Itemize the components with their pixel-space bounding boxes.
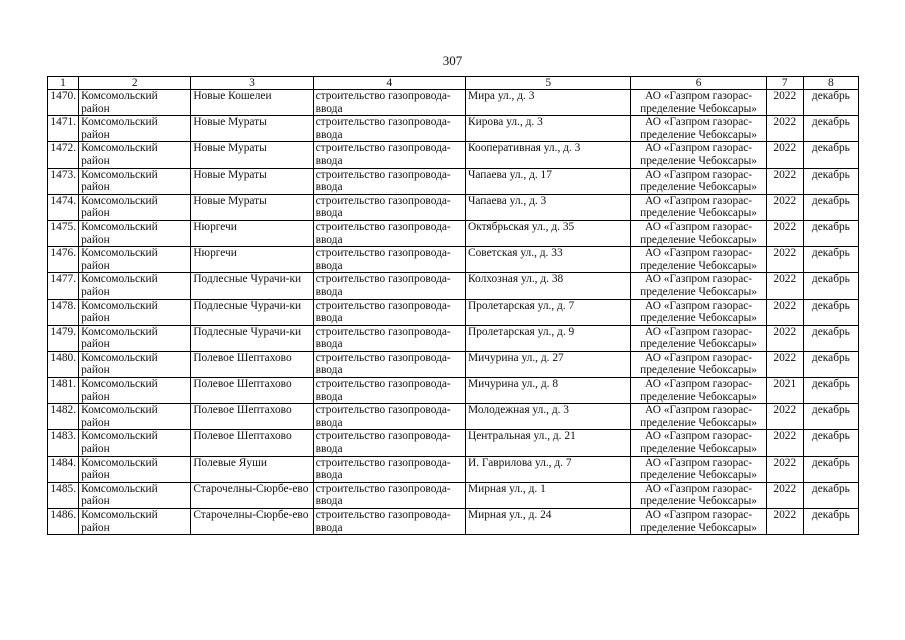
organization-cell: АО «Газпром газорас-пределение Чебоксары» xyxy=(631,90,766,116)
address-cell: Мичурина ул., д. 8 xyxy=(466,378,631,404)
year-cell: 2022 xyxy=(766,273,803,299)
address-cell: Центральная ул., д. 21 xyxy=(466,430,631,456)
row-number: 1486. xyxy=(48,509,79,535)
district-cell: Комсомольский район xyxy=(79,430,191,456)
column-header: 1 xyxy=(48,77,79,90)
work-type-cell: строительство газопровода-ввода xyxy=(313,509,465,535)
year-cell: 2022 xyxy=(766,247,803,273)
organization-cell: АО «Газпром газорас-пределение Чебоксары» xyxy=(631,378,766,404)
organization-cell: АО «Газпром газорас-пределение Чебоксары» xyxy=(631,456,766,482)
year-cell: 2021 xyxy=(766,378,803,404)
district-cell: Комсомольский район xyxy=(79,509,191,535)
row-number: 1474. xyxy=(48,194,79,220)
month-cell: декабрь xyxy=(803,220,858,246)
table-row xyxy=(48,378,859,404)
settlement-cell: Старочелны-Сюрбе-ево xyxy=(191,509,313,535)
address-cell: Советская ул., д. 33 xyxy=(466,247,631,273)
district-cell: Комсомольский район xyxy=(79,299,191,325)
column-header: 2 xyxy=(79,77,191,90)
table-row xyxy=(48,220,859,246)
row-number: 1481. xyxy=(48,378,79,404)
table-row xyxy=(48,194,859,220)
work-type-cell: строительство газопровода-ввода xyxy=(313,430,465,456)
year-cell: 2022 xyxy=(766,142,803,168)
row-number: 1484. xyxy=(48,456,79,482)
month-cell: декабрь xyxy=(803,378,858,404)
year-cell: 2022 xyxy=(766,404,803,430)
month-cell: декабрь xyxy=(803,299,858,325)
table-row xyxy=(48,325,859,351)
row-number: 1478. xyxy=(48,299,79,325)
table-row xyxy=(48,247,859,273)
column-header: 3 xyxy=(191,77,313,90)
address-cell: Кирова ул., д. 3 xyxy=(466,116,631,142)
table-row xyxy=(48,509,859,535)
settlement-cell: Нюргечи xyxy=(191,247,313,273)
organization-cell: АО «Газпром газорас-пределение Чебоксары» xyxy=(631,116,766,142)
table-row xyxy=(48,456,859,482)
settlement-cell: Полевое Шептахово xyxy=(191,378,313,404)
address-cell: Чапаева ул., д. 17 xyxy=(466,168,631,194)
table-row xyxy=(48,90,859,116)
year-cell: 2022 xyxy=(766,90,803,116)
month-cell: декабрь xyxy=(803,90,858,116)
district-cell: Комсомольский район xyxy=(79,220,191,246)
organization-cell: АО «Газпром газорас-пределение Чебоксары» xyxy=(631,482,766,508)
work-type-cell: строительство газопровода-ввода xyxy=(313,404,465,430)
settlement-cell: Подлесные Чурачи-ки xyxy=(191,325,313,351)
year-cell: 2022 xyxy=(766,456,803,482)
row-number: 1479. xyxy=(48,325,79,351)
work-type-cell: строительство газопровода-ввода xyxy=(313,378,465,404)
row-number: 1483. xyxy=(48,430,79,456)
organization-cell: АО «Газпром газорас-пределение Чебоксары» xyxy=(631,509,766,535)
work-type-cell: строительство газопровода-ввода xyxy=(313,456,465,482)
address-cell: Мирная ул., д. 24 xyxy=(466,509,631,535)
table-row xyxy=(48,273,859,299)
district-cell: Комсомольский район xyxy=(79,90,191,116)
settlement-cell: Полевое Шептахово xyxy=(191,430,313,456)
address-cell: Кооперативная ул., д. 3 xyxy=(466,142,631,168)
address-cell: Колхозная ул., д. 38 xyxy=(466,273,631,299)
row-number: 1477. xyxy=(48,273,79,299)
month-cell: декабрь xyxy=(803,430,858,456)
district-cell: Комсомольский район xyxy=(79,194,191,220)
settlement-cell: Полевые Яуши xyxy=(191,456,313,482)
settlement-cell: Новые Мураты xyxy=(191,116,313,142)
settlement-cell: Подлесные Чурачи-ки xyxy=(191,273,313,299)
organization-cell: АО «Газпром газорас-пределение Чебоксары» xyxy=(631,220,766,246)
organization-cell: АО «Газпром газорас-пределение Чебоксары» xyxy=(631,142,766,168)
organization-cell: АО «Газпром газорас-пределение Чебоксары» xyxy=(631,247,766,273)
work-type-cell: строительство газопровода-ввода xyxy=(313,351,465,377)
column-header: 6 xyxy=(631,77,766,90)
settlement-cell: Новые Мураты xyxy=(191,142,313,168)
year-cell: 2022 xyxy=(766,194,803,220)
work-type-cell: строительство газопровода-ввода xyxy=(313,90,465,116)
row-number: 1485. xyxy=(48,482,79,508)
row-number: 1475. xyxy=(48,220,79,246)
column-header: 5 xyxy=(466,77,631,90)
district-cell: Комсомольский район xyxy=(79,325,191,351)
month-cell: декабрь xyxy=(803,351,858,377)
month-cell: декабрь xyxy=(803,482,858,508)
work-type-cell: строительство газопровода-ввода xyxy=(313,299,465,325)
district-cell: Комсомольский район xyxy=(79,404,191,430)
address-cell: Чапаева ул., д. 3 xyxy=(466,194,631,220)
work-type-cell: строительство газопровода-ввода xyxy=(313,168,465,194)
work-type-cell: строительство газопровода-ввода xyxy=(313,482,465,508)
row-number: 1470. xyxy=(48,90,79,116)
table-row xyxy=(48,351,859,377)
organization-cell: АО «Газпром газорас-пределение Чебоксары» xyxy=(631,430,766,456)
address-cell: Мирная ул., д. 1 xyxy=(466,482,631,508)
table-row xyxy=(48,299,859,325)
organization-cell: АО «Газпром газорас-пределение Чебоксары» xyxy=(631,168,766,194)
table-body xyxy=(48,90,859,535)
year-cell: 2022 xyxy=(766,325,803,351)
settlement-cell: Новые Кошелеи xyxy=(191,90,313,116)
district-cell: Комсомольский район xyxy=(79,351,191,377)
table-row xyxy=(48,430,859,456)
month-cell: декабрь xyxy=(803,456,858,482)
organization-cell: АО «Газпром газорас-пределение Чебоксары» xyxy=(631,351,766,377)
month-cell: декабрь xyxy=(803,116,858,142)
district-cell: Комсомольский район xyxy=(79,273,191,299)
work-type-cell: строительство газопровода-ввода xyxy=(313,194,465,220)
work-type-cell: строительство газопровода-ввода xyxy=(313,142,465,168)
settlement-cell: Полевое Шептахово xyxy=(191,351,313,377)
settlement-cell: Нюргечи xyxy=(191,220,313,246)
address-cell: Мичурина ул., д. 27 xyxy=(466,351,631,377)
district-cell: Комсомольский район xyxy=(79,116,191,142)
table-row xyxy=(48,168,859,194)
address-cell: Пролетарская ул., д. 9 xyxy=(466,325,631,351)
column-header: 4 xyxy=(313,77,465,90)
year-cell: 2022 xyxy=(766,509,803,535)
work-type-cell: строительство газопровода-ввода xyxy=(313,247,465,273)
column-header: 7 xyxy=(766,77,803,90)
row-number: 1471. xyxy=(48,116,79,142)
address-cell: Октябрьская ул., д. 35 xyxy=(466,220,631,246)
month-cell: декабрь xyxy=(803,142,858,168)
organization-cell: АО «Газпром газорас-пределение Чебоксары» xyxy=(631,325,766,351)
address-cell: И. Гаврилова ул., д. 7 xyxy=(466,456,631,482)
row-number: 1472. xyxy=(48,142,79,168)
gasification-table xyxy=(47,76,859,535)
work-type-cell: строительство газопровода-ввода xyxy=(313,116,465,142)
address-cell: Пролетарская ул., д. 7 xyxy=(466,299,631,325)
work-type-cell: строительство газопровода-ввода xyxy=(313,273,465,299)
address-cell: Мира ул., д. 3 xyxy=(466,90,631,116)
month-cell: декабрь xyxy=(803,325,858,351)
year-cell: 2022 xyxy=(766,299,803,325)
settlement-cell: Подлесные Чурачи-ки xyxy=(191,299,313,325)
year-cell: 2022 xyxy=(766,430,803,456)
month-cell: декабрь xyxy=(803,194,858,220)
page-number: 307 xyxy=(442,53,463,68)
organization-cell: АО «Газпром газорас-пределение Чебоксары» xyxy=(631,273,766,299)
table-row xyxy=(48,142,859,168)
month-cell: декабрь xyxy=(803,247,858,273)
work-type-cell: строительство газопровода-ввода xyxy=(313,325,465,351)
settlement-cell: Новые Мураты xyxy=(191,168,313,194)
row-number: 1480. xyxy=(48,351,79,377)
work-type-cell: строительство газопровода-ввода xyxy=(313,220,465,246)
year-cell: 2022 xyxy=(766,168,803,194)
address-cell: Молодежная ул., д. 3 xyxy=(466,404,631,430)
year-cell: 2022 xyxy=(766,482,803,508)
row-number: 1476. xyxy=(48,247,79,273)
organization-cell: АО «Газпром газорас-пределение Чебоксары» xyxy=(631,194,766,220)
district-cell: Комсомольский район xyxy=(79,482,191,508)
row-number: 1482. xyxy=(48,404,79,430)
month-cell: декабрь xyxy=(803,273,858,299)
district-cell: Комсомольский район xyxy=(79,247,191,273)
table-row xyxy=(48,116,859,142)
district-cell: Комсомольский район xyxy=(79,378,191,404)
month-cell: декабрь xyxy=(803,168,858,194)
column-number-row xyxy=(48,77,859,90)
table-row xyxy=(48,482,859,508)
settlement-cell: Старочелны-Сюрбе-ево xyxy=(191,482,313,508)
organization-cell: АО «Газпром газорас-пределение Чебоксары» xyxy=(631,404,766,430)
organization-cell: АО «Газпром газорас-пределение Чебоксары» xyxy=(631,299,766,325)
year-cell: 2022 xyxy=(766,116,803,142)
month-cell: декабрь xyxy=(803,509,858,535)
row-number: 1473. xyxy=(48,168,79,194)
settlement-cell: Полевое Шептахово xyxy=(191,404,313,430)
table-row xyxy=(48,404,859,430)
year-cell: 2022 xyxy=(766,351,803,377)
month-cell: декабрь xyxy=(803,404,858,430)
district-cell: Комсомольский район xyxy=(79,142,191,168)
column-header: 8 xyxy=(803,77,858,90)
district-cell: Комсомольский район xyxy=(79,456,191,482)
year-cell: 2022 xyxy=(766,220,803,246)
district-cell: Комсомольский район xyxy=(79,168,191,194)
settlement-cell: Новые Мураты xyxy=(191,194,313,220)
